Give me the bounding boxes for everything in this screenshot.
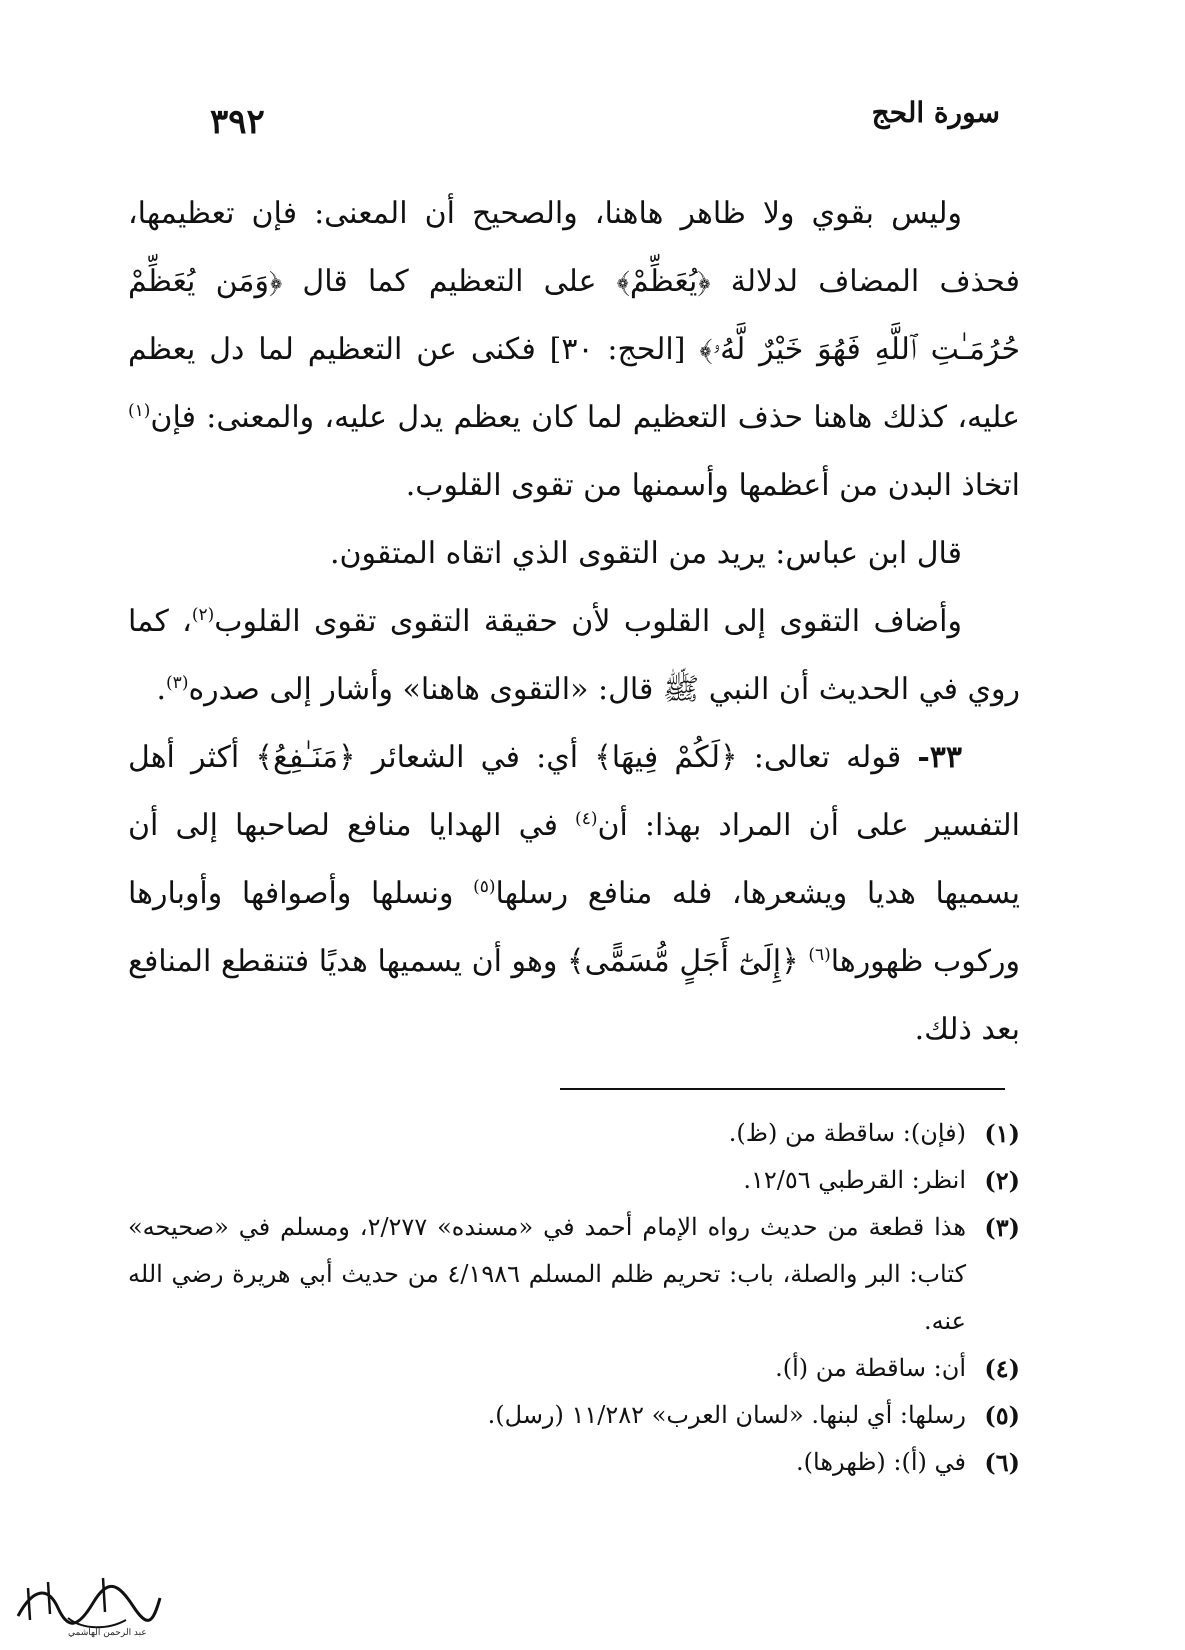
surah-title: سورة الحج xyxy=(871,96,1000,129)
footnote-text: في (أ): (ظهرها). xyxy=(796,1448,966,1476)
paragraph-3-text: وأضاف التقوى إلى القلوب لأن حقيقة التقوى تقوى القلوب xyxy=(214,604,962,639)
paragraph-4-part-b: في الهدايا منافع لصاحبها إلى أن يسميها هديا ويشعرها، فله منافع رسلها xyxy=(128,808,1021,911)
footnote-ref-2: (٢) xyxy=(191,605,215,625)
footnote-ref-3: (٣) xyxy=(166,673,189,693)
footnote-ref-5: (٥) xyxy=(473,877,496,897)
footnotes xyxy=(128,1110,1020,1486)
paragraph-4 xyxy=(128,724,1020,1064)
paragraph-3-end: . xyxy=(156,672,167,707)
footnote-number: (٤) xyxy=(984,1354,1020,1383)
paragraph-4-part-d: ﴿إِلَىٰٓ أَجَلٍ مُّسَمًّى﴾ وهو أن يسميها هديًا فتنقطع المنافع بعد ذلك. xyxy=(128,944,1020,1047)
footnote-text: هذا قطعة من حديث رواه الإمام أحمد في «مسنده» ٢/٢٧٧، ومسلم في «صحيحه» كتاب: البر والصلة، باب: تحريم ظلم المسلم ٤/١٩٨٦ من حديث أبي هريرة رضي الله عنه. xyxy=(128,1213,966,1335)
footnote-text: أن: ساقطة من (أ). xyxy=(775,1354,966,1382)
logo-subtext: عبد الرحمن الهاشمي xyxy=(68,1628,147,1638)
verse-number: ٣٣- xyxy=(917,740,962,775)
main-text xyxy=(128,180,1020,1064)
calligraphy-logo xyxy=(8,1568,168,1638)
footnote-2 xyxy=(128,1157,1020,1204)
page-number: ٣٩٢ xyxy=(210,102,265,142)
paragraph-4-part-c: ونسلها وأصوافها وأوبارها وركوب ظهورها xyxy=(128,876,1021,979)
footnote-divider xyxy=(560,1088,1005,1090)
footnote-text: رسلها: أي لبنها. «لسان العرب» ١١/٢٨٢ (رسل). xyxy=(487,1401,966,1429)
footnote-3 xyxy=(128,1204,1020,1345)
paragraph-4-part-a: قوله تعالى: ﴿لَكُمْ فِيهَا﴾ أي: في الشعائر ﴿مَنَـٰفِعُ﴾ أكثر أهل التفسير على أن المراد بهذا: أن xyxy=(128,740,1020,843)
footnote-6 xyxy=(128,1439,1020,1486)
page-header xyxy=(210,96,1000,146)
footnote-4 xyxy=(128,1345,1020,1392)
footnote-ref-4: (٤) xyxy=(575,809,598,829)
footnote-ref-1: (١) xyxy=(128,401,151,421)
calligraphy-logo-icon xyxy=(8,1568,168,1638)
footnote-text: (فإن): ساقطة من (ظ). xyxy=(728,1119,966,1147)
footnote-number: (١) xyxy=(984,1119,1020,1148)
footnote-5 xyxy=(128,1392,1020,1439)
paragraph-1 xyxy=(128,180,1020,520)
footnote-ref-6: (٦) xyxy=(808,945,831,965)
paragraph-1-text: وليس بقوي ولا ظاهر هاهنا، والصحيح أن المعنى: فإن تعظيمها، فحذف المضاف لدلالة ﴿يُعَظِّمْ﴾ على التعظيم كما قال ﴿وَمَن يُعَظِّمْ حُرُمَـٰتِ ٱللَّهِ فَهُوَ خَيْرٌ لَّهُۥ﴾ [الحج: ٣٠] فكنى عن التعظيم لما دل يعظم عليه، كذلك هاهنا حذف التعظيم لما كان يعظم يدل عليه، والمعنى: فإن xyxy=(128,196,1020,435)
footnote-number: (٦) xyxy=(984,1448,1020,1477)
footnote-number: (٣) xyxy=(984,1213,1020,1242)
paragraph-3 xyxy=(128,588,1020,724)
paragraph-1-tail: اتخاذ البدن من أعظمها وأسمنها من تقوى القلوب. xyxy=(405,468,1020,503)
footnote-text: انظر: القرطبي ١٢/٥٦. xyxy=(743,1166,966,1194)
paragraph-2: قال ابن عباس: يريد من التقوى الذي اتقاه المتقون. xyxy=(329,536,962,571)
footnote-number: (٢) xyxy=(984,1166,1020,1195)
paragraph-3-mid: ، كما روي في الحديث أن النبي ﷺ قال: «التقوى هاهنا» وأشار إلى صدره xyxy=(128,604,1020,707)
footnote-number: (٥) xyxy=(984,1401,1020,1430)
footnote-1 xyxy=(128,1110,1020,1157)
